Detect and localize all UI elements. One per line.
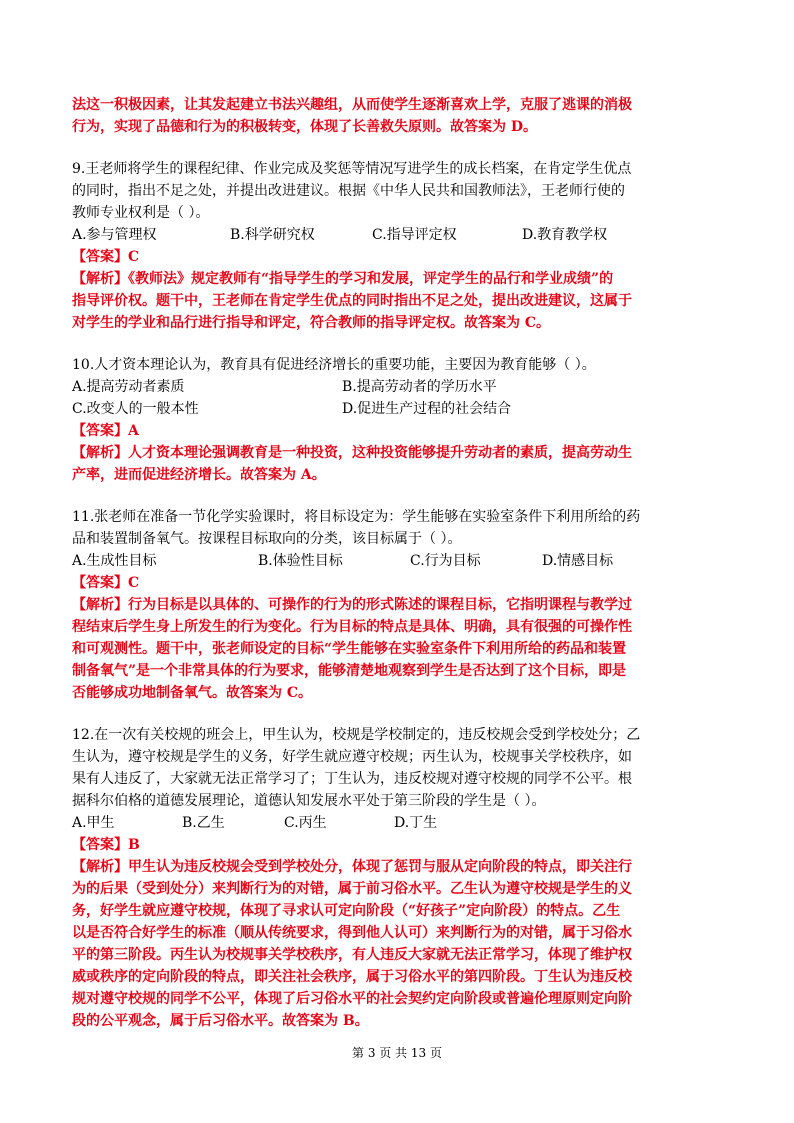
- options-row: [72, 550, 724, 572]
- option-c: C.指导评定权: [372, 227, 457, 243]
- analysis-line: 规对遵守校规的同学不公平，体现了后习俗水平的社会契约定向阶段或普遍伦理原则定向阶: [72, 991, 632, 1007]
- options-row: [72, 398, 724, 420]
- analysis-line: 段的公平观念，属于后习俗水平。故答案为 B。: [72, 1013, 369, 1029]
- question-stem: 11.张老师在准备一节化学实验课时，将目标设定为：学生能够在实验室条件下利用所给的药: [72, 509, 641, 525]
- question-stem: 生认为，遵守校规是学生的义务，好学生就应遵守校规；丙生认为，校规事关学校秩序，如: [72, 749, 632, 765]
- question-stem: 教师专业权利是（ ）。: [72, 205, 210, 221]
- analysis-line: 务，好学生就应遵守校规，体现了寻求认可定向阶段（“好孩子”定向阶段）的特点。乙生: [72, 903, 621, 919]
- question-9: [72, 158, 724, 334]
- intro-block: [72, 94, 724, 138]
- option-c: C.丙生: [284, 815, 327, 831]
- document-page: [72, 94, 724, 1032]
- analysis-line: 【解析】人才资本理论强调教育是一种投资，这种投资能够提升劳动者的素质，提高劳动生: [72, 445, 632, 461]
- option-b: B.体验性目标: [258, 553, 343, 569]
- analysis-line: 【解析】《教师法》规定教师有“指导学生的学习和发展，评定学生的品行和学业成绩”的: [72, 271, 614, 287]
- option-c: C.行为目标: [410, 553, 481, 569]
- analysis-line: 平的第三阶段。丙生认为校规事关学校秩序，有人违反大家就无法正常学习，体现了维护权: [72, 947, 632, 963]
- analysis-line: 对学生的学业和品行进行指导和评定，符合教师的指导评定权。故答案为 C。: [72, 315, 551, 331]
- page-footer: 第 3 页 共 13 页: [352, 1046, 442, 1060]
- option-d: D.教育教学权: [522, 227, 608, 243]
- analysis-line: 程结束后学生身上所发生的行为变化。行为目标的特点是具体、明确，具有很强的可操作性: [72, 619, 632, 635]
- analysis-line: 否能够成功地制备氧气。故答案为 C。: [72, 685, 313, 701]
- options-row: [72, 812, 724, 834]
- question-11: [72, 506, 724, 704]
- option-b: B.科学研究权: [230, 227, 315, 243]
- options-row: [72, 224, 724, 246]
- analysis-line: 【解析】行为目标是以具体的、可操作的行为的形式陈述的课程目标，它指明课程与教学过: [72, 597, 632, 613]
- question-stem: 9.王老师将学生的课程纪律、作业完成及奖惩等情况写进学生的成长档案，在肯定学生优点: [72, 161, 632, 177]
- question-12: [72, 724, 724, 1032]
- analysis-line: 制备氧气”是一个非常具体的行为要求，能够清楚地观察到学生是否达到了这个目标，即是: [72, 663, 627, 679]
- question-stem: 的同时，指出不足之处，并提出改进建议。根据《中华人民共和国教师法》，王老师行使的: [72, 183, 625, 199]
- answer: 【答案】C: [72, 575, 140, 591]
- option-b: B.提高劳动者的学历水平: [342, 379, 497, 395]
- analysis-line: 指导评价权。题干中，王老师在肯定学生优点的同时指出不足之处，提出改进建议，这属于: [72, 293, 632, 309]
- question-stem: 果有人违反了，大家就无法正常学习了；丁生认为，违反校规对遵守校规的同学不公平。根: [72, 771, 632, 787]
- option-a: A.甲生: [72, 815, 115, 831]
- option-a: A.提高劳动者素质: [72, 379, 185, 395]
- option-b: B.乙生: [182, 815, 225, 831]
- analysis-line: 产率，进而促进经济增长。故答案为 A。: [72, 467, 326, 483]
- intro-line: 法这一积极因素，让其发起建立书法兴趣组，从而使学生逐渐喜欢上学，克服了逃课的消极: [72, 97, 632, 113]
- analysis-line: 【解析】甲生认为违反校规会受到学校处分，体现了惩罚与服从定向阶段的特点，即关注行: [72, 859, 632, 875]
- option-d: D.丁生: [394, 815, 438, 831]
- question-stem: 10.人才资本理论认为，教育具有促进经济增长的重要功能，主要因为教育能够（ ）。: [72, 357, 596, 373]
- analysis-line: 以是否符合好学生的标准（顺从传统要求，得到他人认可）来判断行为的对错，属于习俗水: [72, 925, 632, 941]
- intro-line: 行为，实现了品德和行为的积极转变，体现了长善救失原则。故答案为 D。: [72, 119, 538, 135]
- answer: 【答案】B: [72, 837, 140, 853]
- option-a: A.生成性目标: [72, 553, 157, 569]
- analysis-line: 威或秩序的定向阶段的特点，即关注社会秩序，属于习俗水平的第四阶段。丁生认为违反校: [72, 969, 632, 985]
- option-d: D.情感目标: [542, 553, 614, 569]
- question-10: [72, 354, 724, 486]
- option-a: A.参与管理权: [72, 227, 157, 243]
- analysis-line: 为的后果（受到处分）来判断行为的对错，属于前习俗水平。乙生认为遵守校规是学生的义: [72, 881, 632, 897]
- analysis-line: 和可观测性。题干中，张老师设定的目标“学生能够在实验室条件下利用所给的药品和装置: [72, 641, 627, 657]
- option-d: D.促进生产过程的社会结合: [342, 401, 512, 417]
- question-stem: 品和装置制备氧气。按课程目标取向的分类，该目标属于（ ）。: [72, 531, 462, 547]
- question-stem: 据科尔伯格的道德发展理论，道德认知发展水平处于第三阶段的学生是（ ）。: [72, 793, 546, 809]
- question-stem: 12.在一次有关校规的班会上，甲生认为，校规是学校制定的，违反校规会受到学校处分；乙: [72, 727, 641, 743]
- answer: 【答案】A: [72, 423, 139, 439]
- option-c: C.改变人的一般本性: [72, 401, 199, 417]
- answer: 【答案】C: [72, 249, 140, 265]
- options-row: [72, 376, 724, 398]
